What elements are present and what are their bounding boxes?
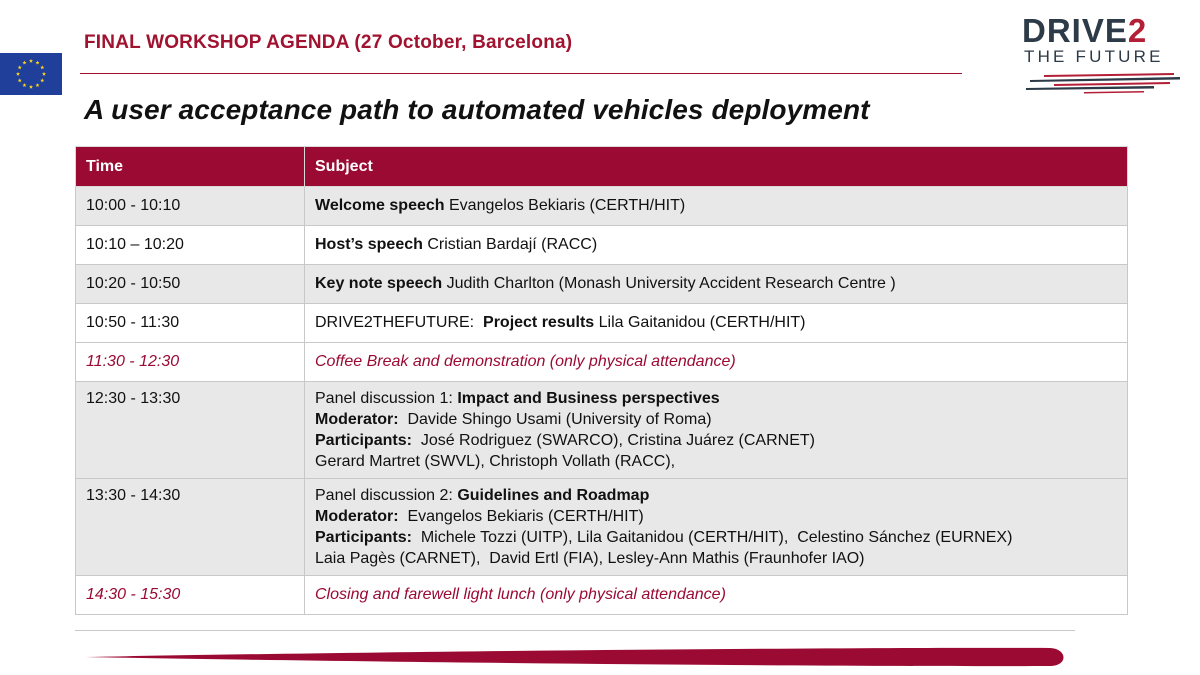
subject-line	[315, 351, 1117, 372]
subject-line	[315, 451, 1117, 472]
header-title: FINAL WORKSHOP AGENDA (27 October, Barcelona)	[84, 32, 573, 53]
logo-stripes-icon	[1024, 72, 1180, 94]
eu-star-icon	[35, 83, 39, 87]
table-row	[76, 343, 1128, 382]
subject-line	[315, 506, 1117, 527]
subject-text: Davide Shingo Usami (University of Roma)	[398, 411, 712, 428]
subject-line	[315, 195, 1117, 216]
subject-line	[315, 430, 1117, 451]
eu-star-icon	[29, 85, 33, 89]
logo-main: DRIVE	[1022, 12, 1128, 49]
eu-star-icon	[18, 65, 22, 69]
agenda-table	[75, 146, 1128, 615]
subject-line	[315, 388, 1117, 409]
table-row	[76, 187, 1128, 226]
subject-text: Michele Tozzi (UITP), Lila Gaitanidou (CERTH/HIT), Celestino Sánchez (EURNEX)	[411, 529, 1013, 546]
eu-star-icon	[42, 72, 46, 76]
subject-cell	[305, 187, 1128, 226]
subject-line	[315, 485, 1117, 506]
table-row	[76, 479, 1128, 576]
eu-star-icon	[16, 72, 20, 76]
eu-star-icon	[40, 65, 44, 69]
subject-text: Laia Pagès (CARNET), David Ertl (FIA), Lesley-Ann Mathis (Fraunhofer IAO)	[315, 550, 865, 567]
subject-highlight: Guidelines and Roadmap	[457, 487, 650, 504]
subject-highlight: Key note speech	[315, 275, 443, 292]
time-cell: 10:20 - 10:50	[76, 265, 305, 304]
subject-highlight: Participants:	[315, 529, 412, 546]
time-cell: 10:00 - 10:10	[76, 187, 305, 226]
subject-highlight: Participants:	[315, 432, 412, 449]
table-row	[76, 226, 1128, 265]
time-cell: 12:30 - 13:30	[76, 382, 305, 479]
subject-cell	[305, 479, 1128, 576]
subject-line	[315, 234, 1117, 255]
table-header-row	[76, 147, 1128, 187]
subject-cell	[305, 265, 1128, 304]
time-cell: 13:30 - 14:30	[76, 479, 305, 576]
drive2thefuture-logo	[1022, 14, 1182, 94]
header-divider	[80, 73, 962, 74]
subject-highlight: Moderator:	[315, 411, 399, 428]
table-row	[76, 576, 1128, 615]
subject-text: Evangelos Bekiaris (CERTH/HIT)	[398, 508, 644, 525]
subject-highlight: Project results	[483, 314, 595, 331]
logo-accent: 2	[1127, 12, 1148, 49]
logo-wordmark	[1022, 14, 1182, 48]
eu-star-icon	[29, 59, 33, 63]
table-row	[76, 265, 1128, 304]
subject-text: Panel discussion 1:	[315, 390, 458, 407]
subject-line	[315, 527, 1117, 548]
table-row	[76, 382, 1128, 479]
subject-highlight: Host’s speech	[315, 236, 423, 253]
time-cell: 10:50 - 11:30	[76, 304, 305, 343]
subject-line	[315, 548, 1117, 569]
subject-cell	[305, 226, 1128, 265]
subject-cell	[305, 382, 1128, 479]
subject-line	[315, 273, 1117, 294]
footer-swoosh-decoration	[86, 644, 1064, 670]
subject-highlight: Impact and Business perspectives	[457, 390, 720, 407]
logo-subtitle: THE FUTURE	[1024, 47, 1164, 66]
subject-text: Coffee Break and demonstration (only physical attendance)	[315, 353, 736, 370]
subject-text: Judith Charlton (Monash University Accident Research Centre )	[442, 275, 896, 292]
subject-highlight: Welcome speech	[315, 197, 445, 214]
subject-text: DRIVE2THEFUTURE:	[315, 314, 484, 331]
column-header-subject: Subject	[305, 147, 1128, 187]
subject-cell	[305, 576, 1128, 615]
subject-text: Cristian Bardají (RACC)	[422, 236, 598, 253]
eu-flag-icon	[0, 53, 62, 95]
eu-star-icon	[40, 78, 44, 82]
eu-star-icon	[22, 61, 26, 65]
footer-divider	[75, 630, 1075, 631]
time-cell: 10:10 – 10:20	[76, 226, 305, 265]
time-cell: 11:30 - 12:30	[76, 343, 305, 382]
subject-text: Lila Gaitanidou (CERTH/HIT)	[594, 314, 806, 331]
subject-text: José Rodriguez (SWARCO), Cristina Juárez (CARNET)	[411, 432, 815, 449]
subject-text: Gerard Martret (SWVL), Christoph Vollath (RACC),	[315, 453, 676, 470]
subject-cell	[305, 304, 1128, 343]
subject-text: Closing and farewell light lunch (only physical attendance)	[315, 586, 726, 603]
subject-cell	[305, 343, 1128, 382]
subject-line	[315, 409, 1117, 430]
eu-star-icon	[18, 78, 22, 82]
eu-star-icon	[22, 83, 26, 87]
subject-text: Panel discussion 2:	[315, 487, 458, 504]
main-title: A user acceptance path to automated vehicles deployment	[84, 94, 870, 125]
time-cell: 14:30 - 15:30	[76, 576, 305, 615]
column-header-time: Time	[76, 147, 305, 187]
eu-star-icon	[35, 61, 39, 65]
subject-highlight: Moderator:	[315, 508, 399, 525]
subject-line	[315, 312, 1117, 333]
subject-text: Evangelos Bekiaris (CERTH/HIT)	[444, 197, 686, 214]
subject-line	[315, 584, 1117, 605]
table-row	[76, 304, 1128, 343]
